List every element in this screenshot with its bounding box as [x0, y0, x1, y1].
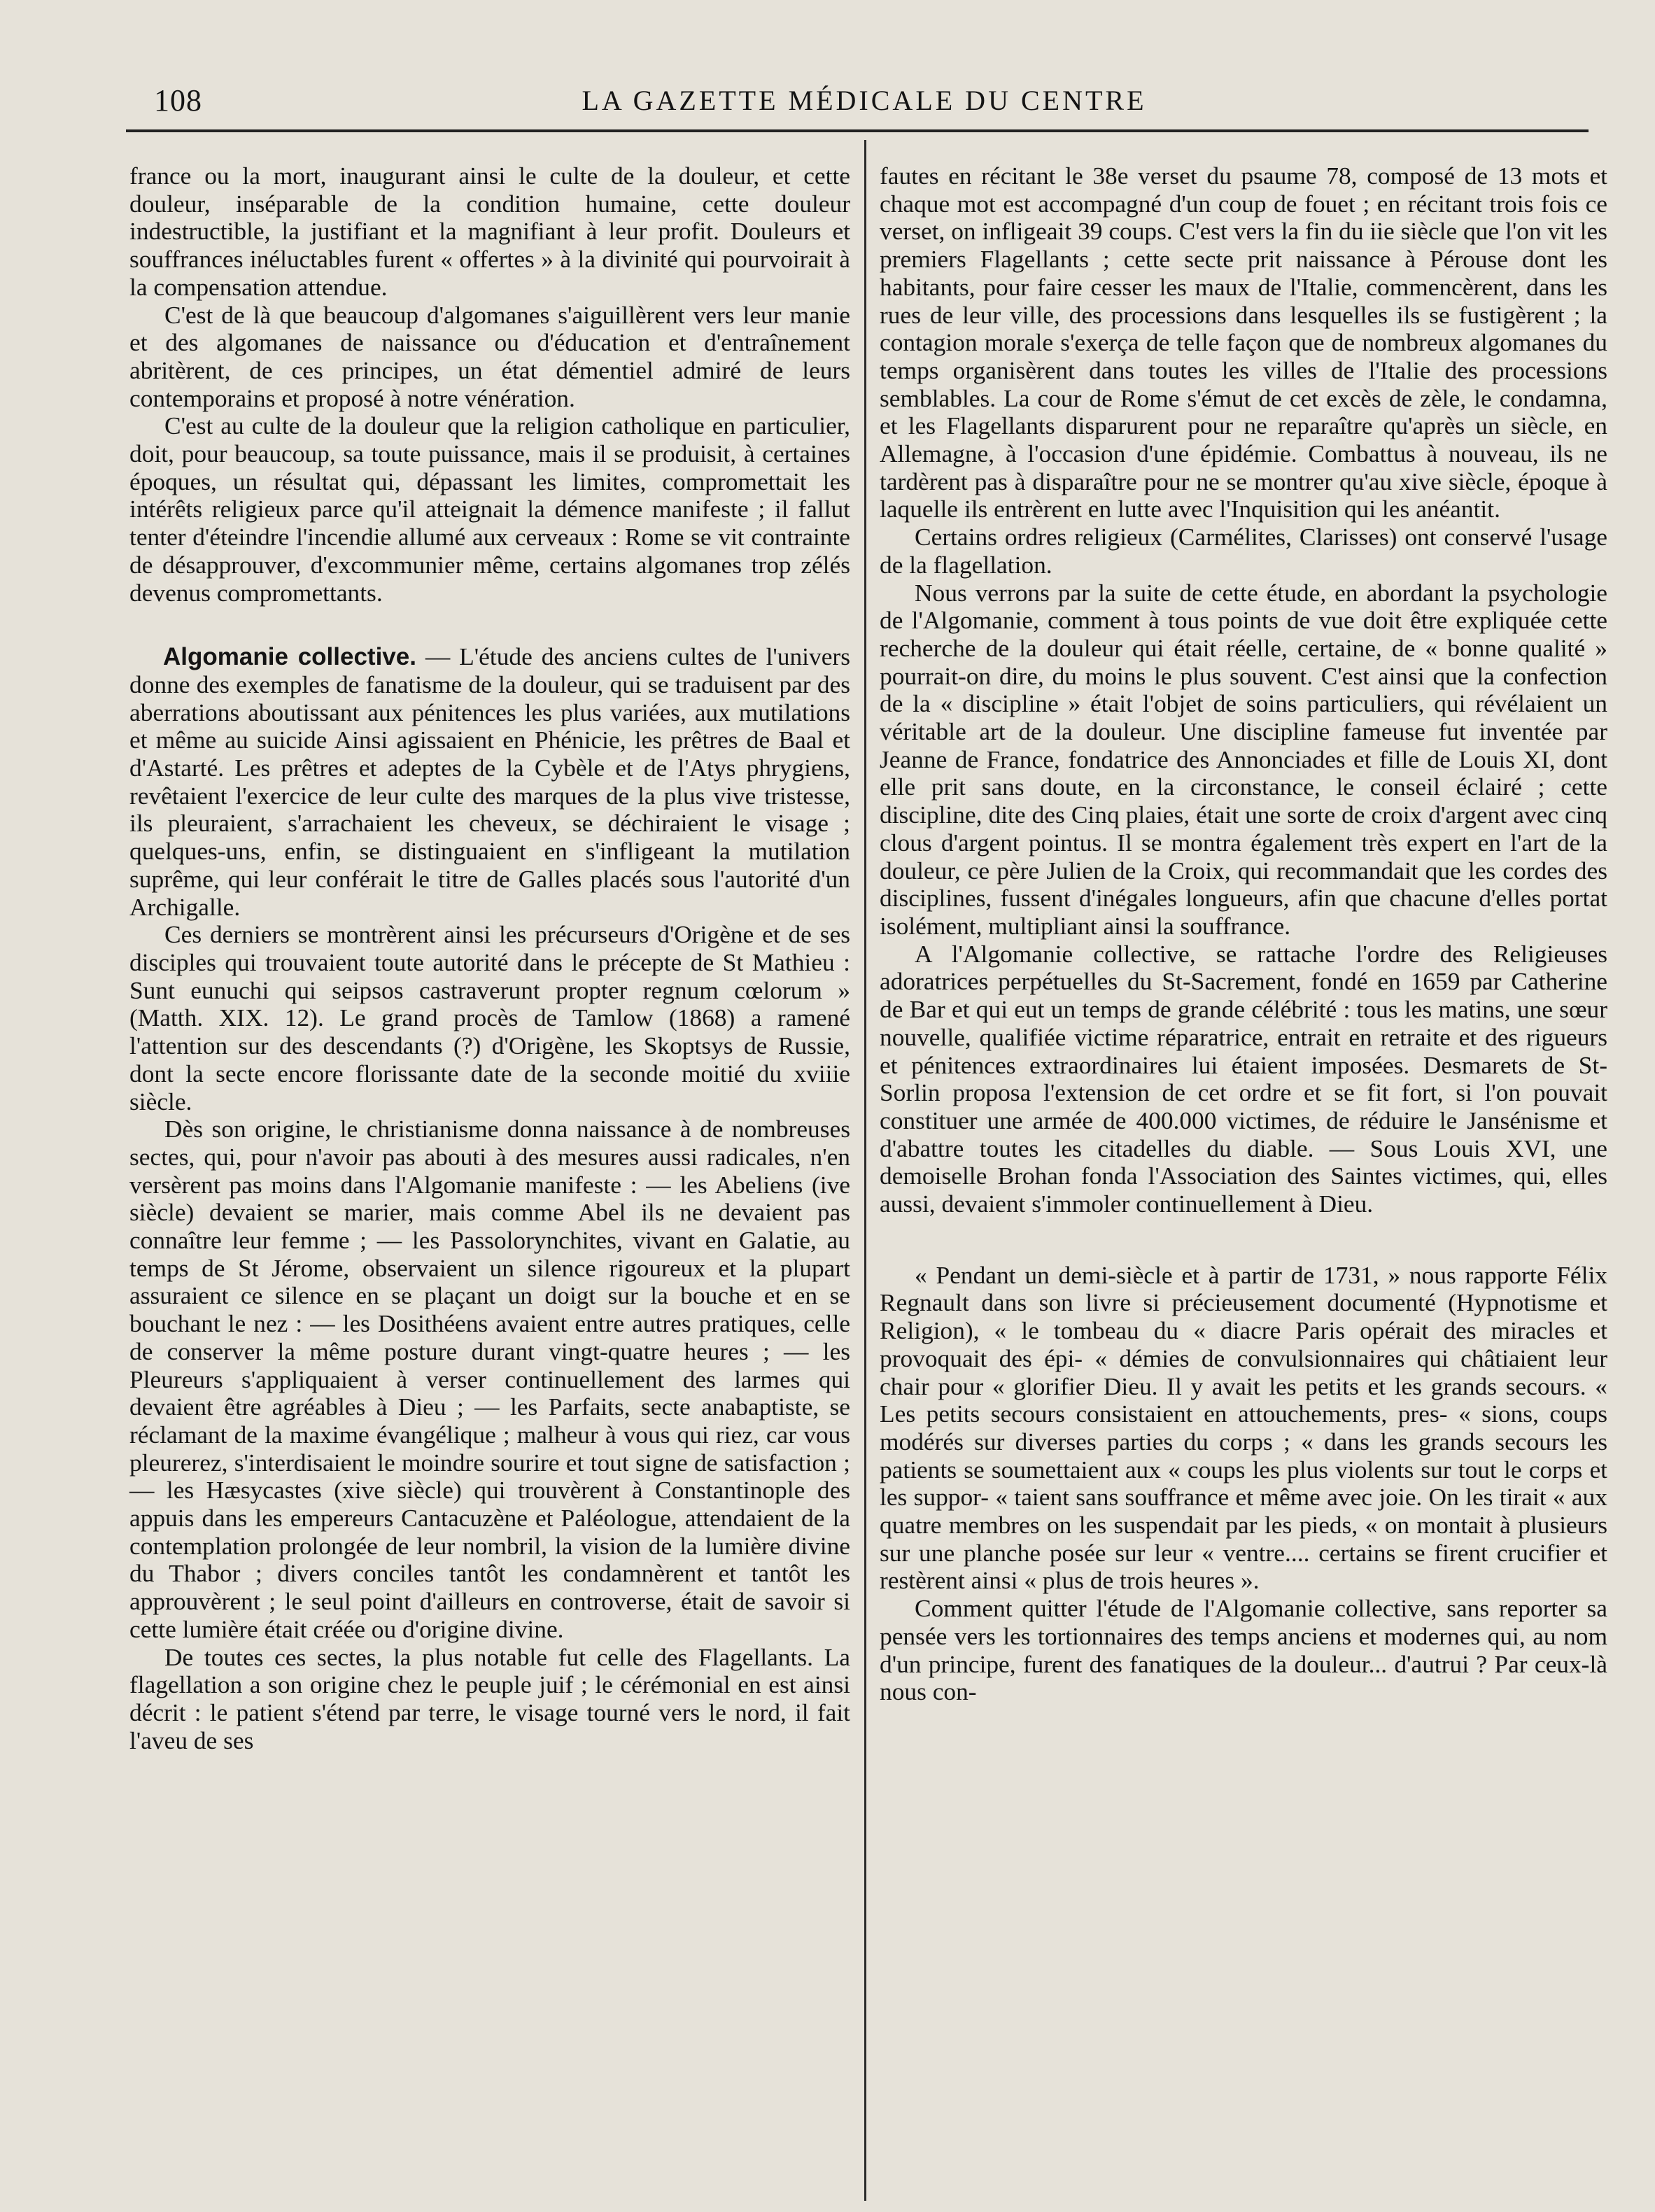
right-paragraph-1: fautes en récitant le 38e verset du psaume 78, composé de 13 mots et chaque mot est accompagné d'un coup de fouet ; en récitant trois fois ce verset, on infligeait 39 coups. C'est vers la fin du iie siècle que l'on vit les premiers Flagellants ; cette secte prit naissance à Pérouse dont les habitants, pour faire cesser les maux de l'Italie, commencèrent, dans les rues de leur ville, des processions dans lesquelles ils se fustigèrent ; la contagion morale s'exerça de telle façon que de nombreux algomanes du temps organisèrent dans toutes les villes de l'Italie des processions semblables. La cour de Rome s'émut de cet excès de zèle, le condamna, et les Flagellants disparurent pour ne reparaître qu'après un siècle, en Allemagne, à l'occasion d'une épidémie. Combattus à nouveau, ils ne tardèrent pas à disparaître pour ne se montrer qu'au xive siècle, époque à laquelle ils entrèrent en lutte avec l'Inquisition qui les anéantit. — [880, 162, 1607, 523]
header-rule — [126, 129, 1589, 132]
right-paragraph-2: Certains ordres religieux (Carmélites, Clarisses) ont conservé l'usage de la flagellation. — [880, 523, 1607, 579]
page-number: 108 — [154, 83, 202, 118]
column-divider — [864, 140, 866, 2201]
right-paragraph-3: Nous verrons par la suite de cette étude, en abordant la psychologie de l'Algomanie, comment à tous points de vue doit être expliquée cette recherche de la douleur qui était réelle, certaine, de « bonne qualité » pourrait-on dire, du moins le plus souvent. C'est ainsi que la confection de la « discipline » était l'objet de soins particuliers, qui révélaient un véritable art de la douleur. Une discipline fameuse fut inventée par Jeanne de France, fondatrice des Annonciades et fille de Louis XI, dont elle prit sans doute, en la circonstance, le conseil éclairé ; cette discipline, dite des Cinq plaies, était une sorte de croix d'argent avec cinq clous d'argent pointus. Il se montra également très expert en l'art de la douleur, ce père Julien de la Croix, qui recommandait que les cordes des disciplines, fussent d'inégales longueurs, afin que chacune d'elles portat isolément, multipliant ainsi la souffrance. — [880, 578, 1607, 940]
right-paragraph-4: A l'Algomanie collective, se rattache l'ordre des Religieuses adoratrices perpétuelles du St-Sacrement, fondé en 1659 par Catherine de Bar et qui eut un temps de grande célébrité : tous les matins, une sœur nouvelle, qualifiée victime réparatrice, entrait en retraite et des rigueurs et pénitences extraordinaires lui étaient imposées. Desmarets de St-Sorlin proposa l'extension de cet ordre et se fit fort, si l'on pouvait constituer une armée de 400.000 victimes, de réduire le Jansénisme et d'abattre toutes les citadelles du diable. — Sous Louis XVI, une demoiselle Brohan fonda l'Association des Saintes victimes, qui, elles aussi, devaient s'immoler continuellement à Dieu. — [880, 939, 1607, 1218]
left-paragraph-5: Ces derniers se montrèrent ainsi les précurseurs d'Origène et de ses disciples qui trouvaient toute autorité dans le précepte de St Mathieu : Sunt eunuchi qui seipsos castraverunt propter regnum cœlorum » (Matth. XIX. 12). Le grand procès de Tamlow (1868) a ramené l'attention sur des descendants (?) d'Origène, les Skoptsys de Russie, dont la secte encore florissante date de la seconde moitié du xviiie siècle. — [129, 920, 850, 1115]
right-column — [880, 162, 1607, 1706]
left-paragraph-4: — L'étude des anciens cultes de l'univers donne des exemples de fanatisme de la douleur, qui se traduisent par des aberrations aboutissant aux pénitences les plus variées, aux mutilations et même au suicide Ainsi agissaient en Phénicie, les prêtres de Baal et d'Astarté. Les prêtres et adeptes de la Cybèle et de l'Atys phrygiens, revêtaient l'exercice de leur culte des marques de la plus vive tristesse, ils pleuraient, s'arrachaient les cheveux, se déchiraient le visage ; quelques-uns, enfin, se distinguaient en s'infligeant la mutilation suprême, qui leur conférait le titre de Galles placés sous l'autorité d'un Archigalle. — [129, 642, 850, 921]
left-paragraph-3: C'est au culte de la douleur que la religion catholique en particulier, doit, pour beaucoup, sa toute puissance, mais il se produisit, à certaines époques, un résultat qui, dépassant les limites, compromettait les intérêts religieux parce qu'il atteignait la démence manifeste ; il fallut tenter d'éteindre l'incendie allumé aux cerveaux : Rome se vit contrainte de désapprouver, d'excommunier même, certains algomanes trop zélés devenus compromettants. — [129, 411, 850, 607]
left-paragraph-1: france ou la mort, inaugurant ainsi le culte de la douleur, et cette douleur, inséparable de la condition humaine, cette douleur indestructible, la justifiant et la magnifiant à leur profit. Douleurs et souffrances inéluctables furent « offertes » à la divinité qui pourvoirait à la compensation attendue. — [129, 162, 850, 301]
page-header — [154, 83, 1575, 125]
section-paragraph — [129, 643, 850, 921]
right-paragraph-5-quote: « Pendant un demi-siècle et à partir de 1731, » nous rapporte Félix Regnault dans son livre si précieusement documenté (Hypnotisme et Religion), « le tombeau du « diacre Paris opérait des miracles et provoquait des épi- « démies de convulsionnaires qui châtiaient leur chair pour « glorifier Dieu. Il y avait les petits et les grands secours. « Les petits secours consistaient en attouchements, pres- « sions, coups modérés sur diverses parties du corps ; « dans les grands secours les patients se soumettaient aux « coups les plus violents sur tout le corps et les suppor- « taient sans souffrance et même avec joie. On les tirait « aux quatre membres on les suspendait par les pieds, « on montait à plusieurs sur une planche posée sur leur « ventre.... certains se firent crucifier et restèrent ainsi « plus de trois heures ». — [880, 1260, 1607, 1595]
left-column — [129, 162, 850, 1754]
running-title: LA GAZETTE MÉDICALE DU CENTRE — [582, 85, 1147, 116]
left-paragraph-6: Dès son origine, le christianisme donna naissance à de nombreuses sectes, qui, pour n'avoir pas abouti à des mesures aussi radicales, n'en versèrent pas moins dans l'Algomanie manifeste : — les Abeliens (ive siècle) devaient se marier, mais comme Abel ils ne devaient pas connaître leur femme ; — les Passolorynchites, vivant en Galatie, au temps de St Jérome, observaient un silence rigoureux et la plupart assuraient ce silence en se plaçant un doigt sur la bouche et en se bouchant le nez : — les Dosithéens avaient entre autres pratiques, celle de conserver la même posture durant vingt-quatre heures ; — les Pleureurs s'appliquaient à verser continuellement des larmes qui devaient être agréables à Dieu ; — les Parfaits, secte anabaptiste, se réclamant de la maxime évangélique ; malheur à vous qui riez, car vous pleurerez, s'interdisaient le moindre sourire et tout signe de satisfaction ; — les Hæsycastes (xive siècle) qui trouvèrent à Constantinople des appuis dans les empereurs Cantacuzène et Paléologue, attendaient de la contemplation prolongée de leur nombril, la vision de la lumière divine du Thabor ; divers conciles tantôt les condamnèrent et tantôt les approuvèrent ; le seul point d'ailleurs en controverse, était de savoir si cette lumière était créée ou d'origine divine. — [129, 1115, 850, 1643]
right-paragraph-6: Comment quitter l'étude de l'Algomanie collective, sans reporter sa pensée vers les tortionnaires des temps anciens et modernes qui, au nom d'un principe, furent des fanatiques de la douleur... d'autrui ? Par ceux-là nous con- — [880, 1594, 1607, 1706]
section-title: Algomanie collective. — [163, 643, 416, 671]
left-paragraph-2: C'est de là que beaucoup d'algomanes s'aiguillèrent vers leur manie et des algomanes de naissance ou d'éducation et d'entraînement abritèrent, de ces principes, un état démentiel admiré de leurs contemporains et proposé à notre vénération. — [129, 300, 850, 412]
left-paragraph-7: De toutes ces sectes, la plus notable fut celle des Flagellants. La flagellation a son origine chez le peuple juif ; le cérémonial en est ainsi décrit : le patient s'étend par terre, le visage tourné vers le nord, il fait l'aveu de ses — [129, 1642, 850, 1754]
